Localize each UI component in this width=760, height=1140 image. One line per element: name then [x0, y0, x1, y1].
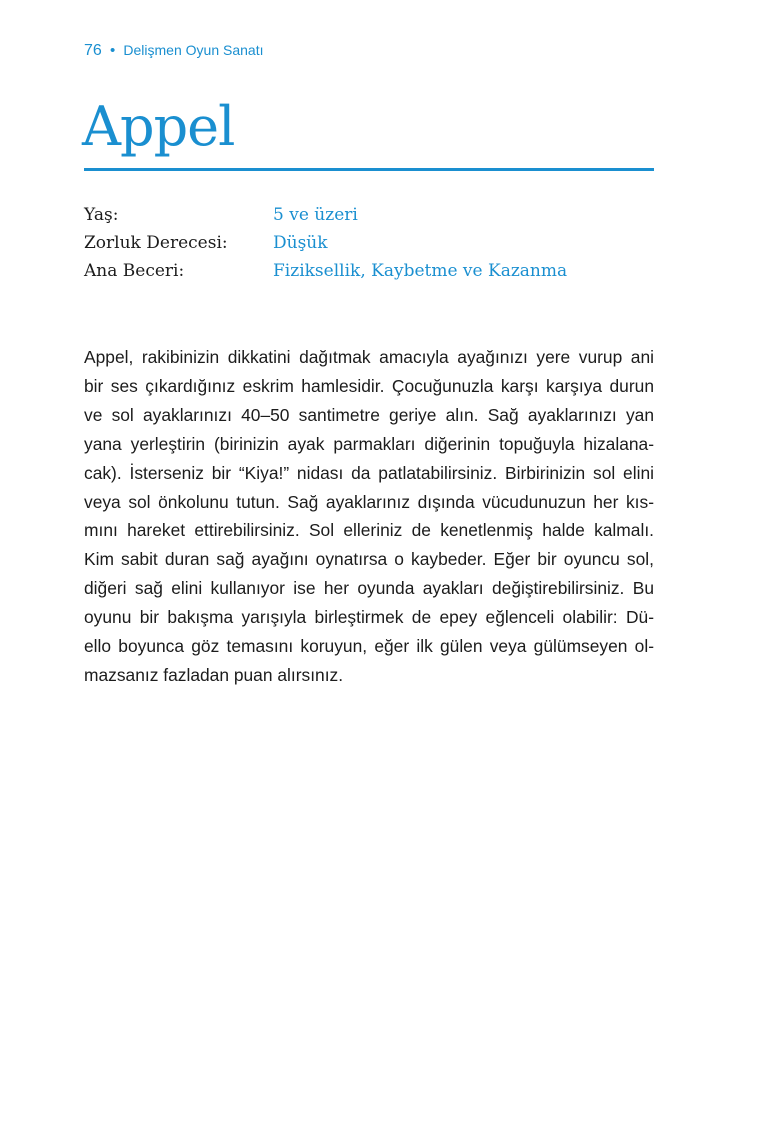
body-paragraph	[84, 343, 654, 690]
difficulty-value: Düşük	[273, 233, 328, 253]
age-label: Yaş:	[84, 205, 119, 225]
running-header	[84, 42, 263, 60]
body-line: ello boyunca göz temasını koruyun, eğer ilk gülen veya gülümseyen ol-	[84, 636, 654, 657]
game-info-table	[84, 201, 567, 285]
body-line: veya sol önkolunu tutun. Sağ ayaklarınız dışında vücudunuzun her kıs-	[84, 491, 654, 512]
info-row-main-skill	[84, 257, 567, 285]
body-line: yana yerleştirin (birinizin ayak parmakları diğerinin topuğuyla hizalana-	[84, 433, 654, 454]
difficulty-label: Zorluk Derecesi:	[84, 233, 228, 253]
age-value: 5 ve üzeri	[273, 205, 358, 225]
page-title: Appel	[82, 95, 235, 158]
body-line: cak). İsterseniz bir “Kiya!” nidası da patlatabilirsiniz. Birbirinizin sol elini	[84, 462, 654, 483]
info-row-age	[84, 201, 567, 229]
book-title: Delişmen Oyun Sanatı	[123, 42, 264, 58]
body-line: Kim sabit duran sağ ayağını oynatırsa o kaybeder. Eğer bir oyuncu sol,	[84, 549, 654, 570]
body-line: bir ses çıkardığınız eskrim hamlesidir. Çocuğunuzla karşı karşıya durun	[84, 375, 654, 396]
title-divider	[84, 168, 654, 171]
body-line: ve sol ayaklarınızı 40–50 santimetre geriye alın. Sağ ayaklarınızı yan	[84, 404, 654, 425]
body-line: mazsanız fazladan puan alırsınız.	[84, 664, 344, 685]
page-number: 76	[84, 42, 102, 59]
main-skill-value: Fiziksellik, Kaybetme ve Kazanma	[273, 261, 568, 281]
body-line: diğeri sağ elini kullanıyor ise her oyunda ayakları değiştirebilirsiniz. Bu	[84, 578, 654, 599]
info-row-difficulty	[84, 229, 567, 257]
body-line: oyunu bir bakışma yarışıyla birleştirmek de epey eğlenceli olabilir: Dü-	[84, 607, 654, 628]
main-skill-label: Ana Beceri:	[84, 261, 185, 281]
body-line: mını hareket ettirebilirsiniz. Sol elleriniz de kenetlenmiş halde kalmalı.	[84, 520, 654, 541]
body-line: Appel, rakibinizin dikkatini dağıtmak amacıyla ayağınızı yere vurup ani	[84, 347, 654, 367]
header-bullet: •	[109, 42, 116, 59]
